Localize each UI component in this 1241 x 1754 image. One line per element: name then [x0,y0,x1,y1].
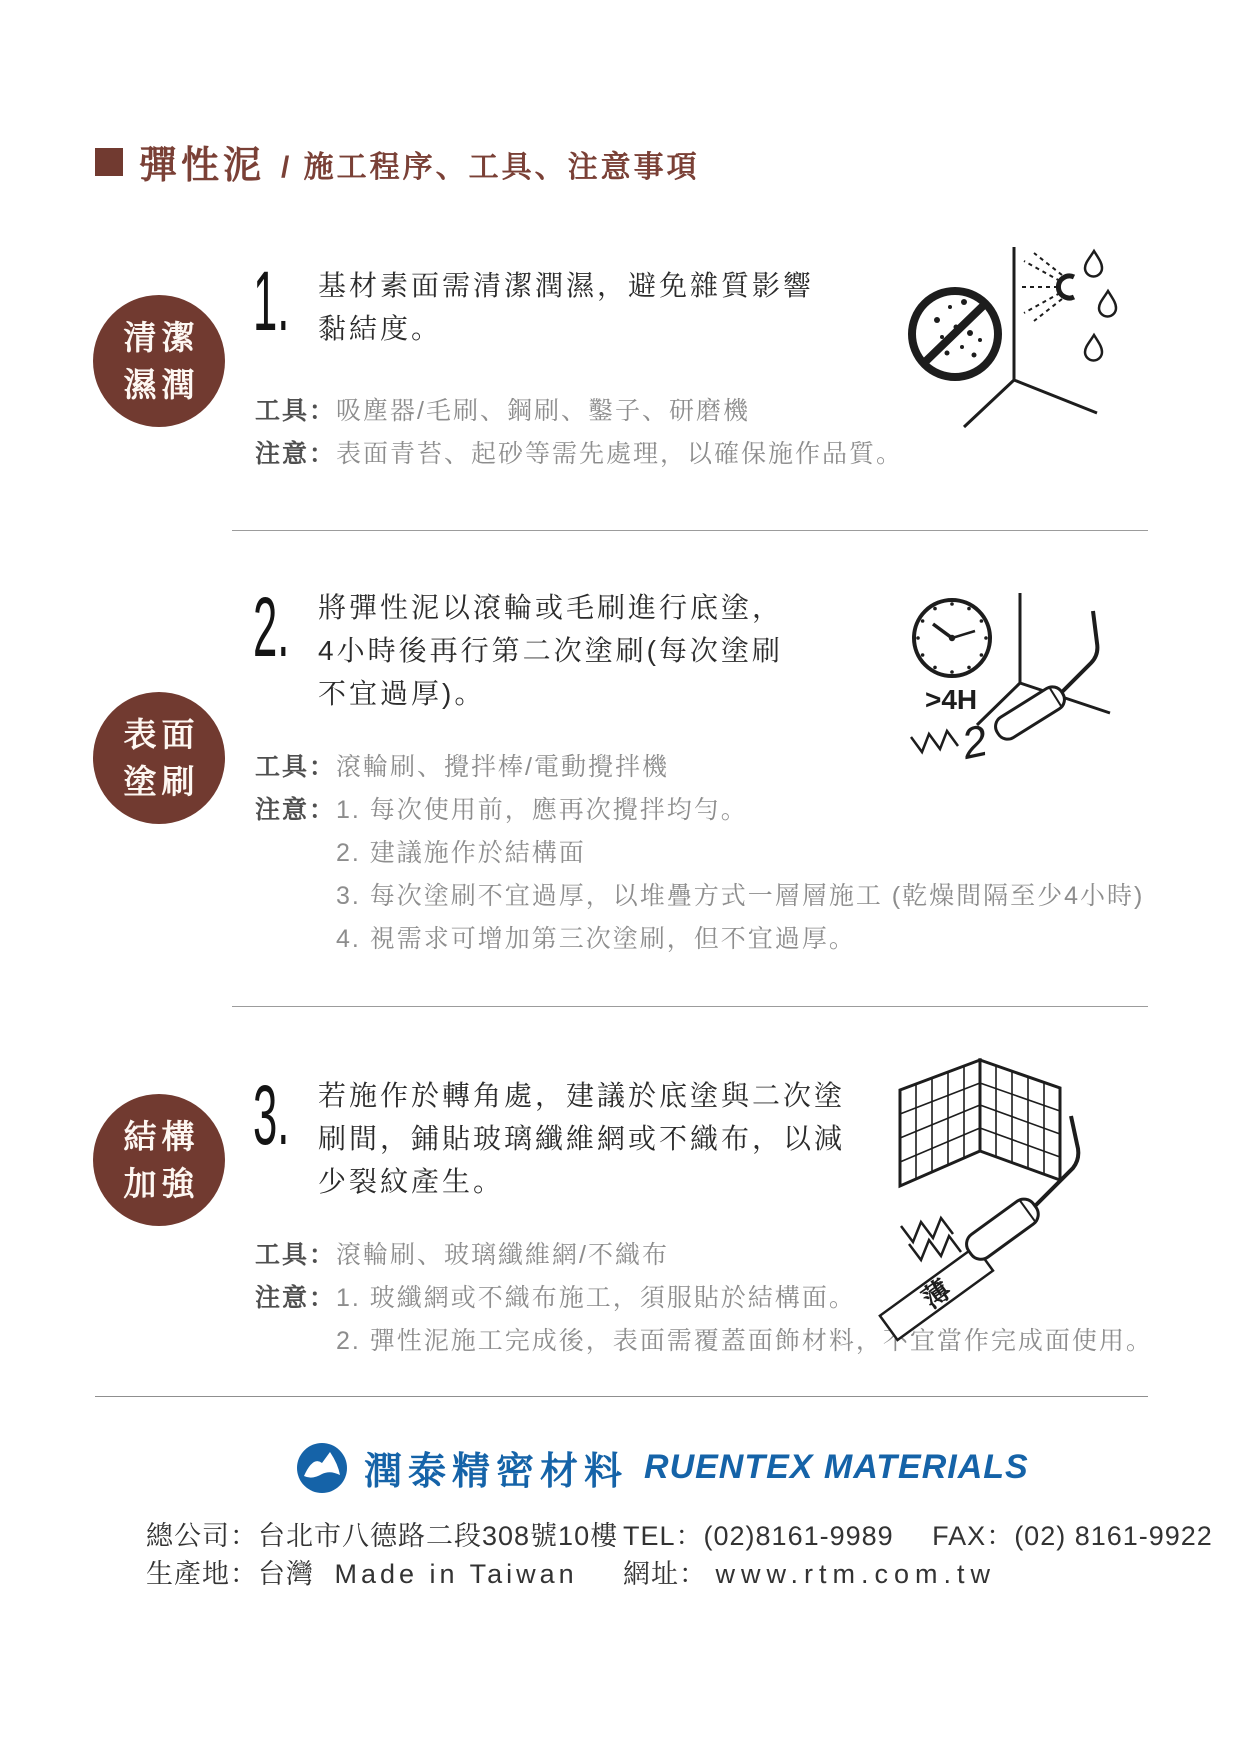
step3-note-2: 2. 彈性泥施工完成後，表面需覆蓋面飾材料，不宜當作完成面使用。 [336,1327,1153,1355]
step3-note-1: 1. 玻纖網或不織布施工，須服貼於結構面。 [336,1284,856,1312]
step2-number: 2. [253,580,290,674]
step3-badge-line2: 加強 [123,1165,200,1202]
page-title [95,134,700,189]
no-dust-icon [912,291,998,377]
footer-website [623,1552,996,1591]
step3-badge [93,1094,225,1226]
step1-desc-line1: 基材素面需清潔潤濕，避免雜質影響 [318,270,815,301]
step3-desc-line3: 少裂紋產生。 [318,1166,505,1197]
title-sub: / 施工程序、工具、注意事項 [281,150,700,184]
step1-note-1: 表面青苔、起砂等需先處理，以確保施作品質。 [336,440,904,468]
step2-description [318,586,783,715]
spray-icon [1018,253,1074,321]
step1-desc-line2: 黏結度。 [318,313,443,344]
step1-tools-row [255,390,750,433]
step2-note-1: 1. 每次使用前，應再次攪拌均勻。 [336,796,748,824]
step2-desc-line1: 將彈性泥以滾輪或毛刷進行底塗， [318,592,784,623]
footer-web-label: 網址： [623,1559,707,1589]
step1-illustration [912,245,1117,480]
step2-tools-label: 工具： [255,753,337,781]
texture-squiggle-icon [901,1218,961,1260]
texture-squiggle-icon [911,731,958,752]
step1-description [318,264,814,350]
section-divider-1 [232,530,1148,531]
footer-web-url: www.rtm.com.tw [715,1559,997,1589]
step2-note-4: 4. 視需求可增加第三次塗刷，但不宜過厚。 [336,925,856,953]
ruentex-logo-icon [296,1442,348,1494]
thin-coat-label: 薄 [916,1274,957,1315]
footer-tel: TEL：(02)8161-9989 [623,1521,894,1551]
step3-number: 3. [253,1068,290,1162]
step1-notes-label: 注意： [255,440,337,468]
step1-tools-label: 工具： [255,397,337,425]
step2-tools-row [255,746,669,789]
paint-roller-icon [991,611,1097,743]
footer-fax: FAX：(02) 8161-9922 [932,1521,1213,1551]
footer-tel-fax [623,1514,1213,1553]
wall-corner-icon [964,247,1097,427]
step3-desc-line1: 若施作於轉角處，建議於底塗與二次塗 [318,1080,846,1111]
step3-tools-row [255,1234,669,1277]
step3-tools-value: 滾輪刷、玻璃纖維網/不織布 [336,1241,669,1269]
step1-badge-line2: 濕潤 [123,366,200,403]
step1-notes-row [255,433,903,476]
step2-desc-line2: 4小時後再行第二次塗刷(每次塗刷 [318,635,783,666]
coat-count-label: 2 [957,715,992,770]
company-logo [296,1440,1029,1495]
step3-badge-line1: 結構 [123,1118,200,1155]
footer-hq-address: 總公司：台北市八德路二段308號10樓 [146,1521,619,1551]
step3-notes-label: 注意： [255,1284,337,1312]
step2-note-3: 3. 每次塗刷不宜過厚，以堆疊方式一層層施工 (乾燥間隔至少4小時) [336,882,1145,910]
title-main: 彈性泥 [139,145,266,187]
step2-badge-line2: 塗刷 [123,763,200,800]
step3-description [318,1074,845,1203]
step2-tools-value: 滾輪刷、攪拌棒/電動攪拌機 [336,753,669,781]
step2-badge [93,692,225,824]
section-divider-2 [232,1006,1148,1007]
step1-badge [93,295,225,427]
wait-time-label: >4H [925,684,978,715]
step3-illustration [875,1058,1100,1315]
step1-number: 1. [253,254,290,348]
step2-illustration [905,585,1120,795]
clock-icon [914,600,990,676]
footer-divider [95,1396,1148,1397]
step1-badge-line1: 清潔 [123,319,200,356]
footer-origin-cn: 生產地：台灣 [146,1559,314,1589]
step2-notes-row [255,789,1144,961]
step1-tools-value: 吸塵器/毛刷、鋼刷、鑿子、研磨機 [336,397,750,425]
fiberglass-mesh-icon [900,1060,1060,1186]
step2-desc-line3: 不宜過厚)。 [318,678,486,709]
footer-origin-en: Made in Taiwan [334,1559,578,1589]
water-droplets-icon [1085,251,1116,361]
footer-origin [146,1552,578,1591]
step3-tools-label: 工具： [255,1241,337,1269]
step3-desc-line2: 刷間，鋪貼玻璃纖維網或不織布，以減 [318,1123,846,1154]
title-square-bullet [95,148,123,176]
step2-badge-line1: 表面 [123,716,200,753]
step2-note-2: 2. 建議施作於結構面 [336,839,586,867]
company-name-en: RUENTEX MATERIALS [644,1448,1029,1486]
step2-notes-label: 注意： [255,796,337,824]
company-name-cn: 潤泰精密材料 [364,1451,629,1493]
